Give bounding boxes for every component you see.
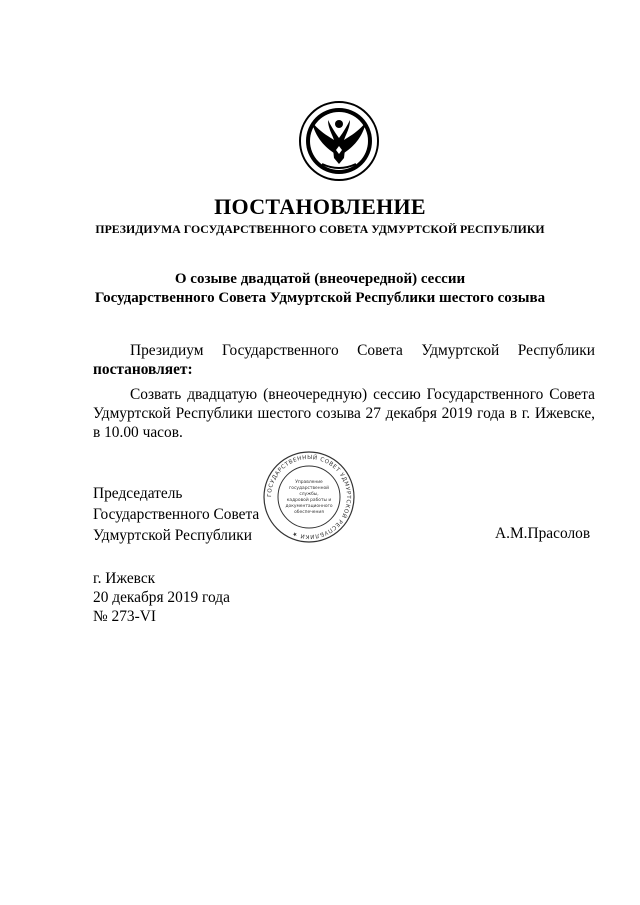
svg-text:кадровой работы и: кадровой работы и: [286, 498, 332, 503]
svg-text:обеспечения: обеспечения: [294, 510, 324, 515]
svg-text:государственной: государственной: [288, 486, 330, 491]
document-issuer: ПРЕЗИДИУМА ГОСУДАРСТВЕННОГО СОВЕТА УДМУРТСКОЙ РЕСПУБЛИКИ: [95, 222, 545, 236]
coat-of-arms-emblem: [298, 100, 380, 182]
signer-position: [93, 483, 259, 546]
document-subject: [0, 270, 640, 308]
svg-text:службы,: службы,: [299, 492, 319, 497]
svg-text:документационного: документационного: [285, 504, 333, 509]
signer-position-line-1: Председатель: [93, 485, 183, 502]
decision-paragraph: Созвать двадцатую (внеочередную) сессию Государственного Совета Удмуртской Республики шестого созыва 27 декабря 2019 года в г. Ижевске, в 10.00 часов.: [93, 386, 595, 441]
preamble-paragraph: [93, 341, 595, 379]
official-stamp: [262, 450, 356, 544]
document-footer: [93, 569, 230, 626]
subject-line-1: О созыве двадцатой (внеочередной) сессии: [174, 271, 466, 287]
footer-place: г. Ижевск: [93, 570, 156, 587]
svg-text:Управление: Управление: [295, 480, 323, 485]
preamble-verb: постановляет:: [93, 361, 193, 378]
subject-line-2: Государственного Совета Удмуртской Республики шестого созыва: [94, 290, 546, 306]
signer-position-line-2: Государственного Совета: [93, 506, 260, 523]
signer-position-line-3: Удмуртской Республики: [93, 527, 252, 544]
footer-number: № 273-VI: [93, 608, 156, 625]
signer-name: А.М.Прасолов: [495, 525, 591, 542]
footer-date: 20 декабря 2019 года: [93, 589, 230, 606]
preamble-line: Президиум Государственного Совета Удмуртской Республики: [130, 342, 595, 359]
svg-text:ГОСУДАРСТВЕННЫЙ СОВЕТ УДМУРТСК: ГОСУДАРСТВЕННЫЙ СОВЕТ УДМУРТСКОЙ РЕСПУБЛИКИ ★: [266, 454, 352, 540]
document-title: ПОСТАНОВЛЕНИЕ: [214, 194, 426, 219]
